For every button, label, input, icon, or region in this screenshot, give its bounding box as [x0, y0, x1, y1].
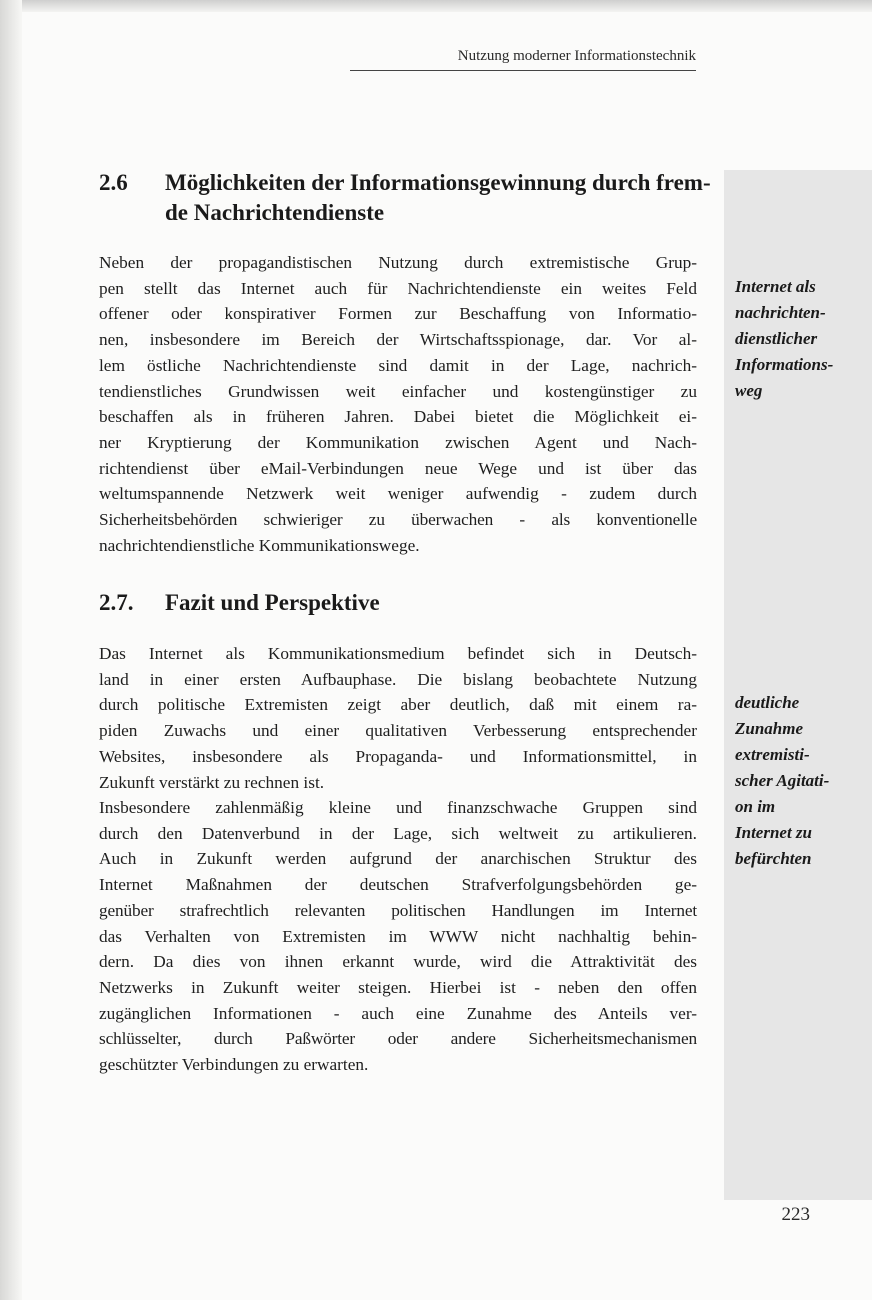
section-number: 2.6: [99, 170, 128, 195]
margin-note-line: extremisti-: [735, 745, 810, 764]
section-title-line: de Nachrichtendienste: [165, 200, 385, 225]
text-line: richtendienst über eMail-Verbindungen neue Wege und ist über das: [99, 458, 697, 478]
margin-note-line: on im: [735, 797, 776, 816]
section-heading-2-6: [99, 168, 719, 228]
margin-note-line: befürchten: [735, 849, 812, 868]
text-line: zugänglichen Informationen - auch eine Zunahme des Anteils ver-: [99, 1003, 697, 1023]
text-line: Neben der propagandistischen Nutzung durch extremistische Grup-: [99, 253, 697, 272]
text-line: Websites, insbesondere als Propaganda- und Informationsmittel, in: [99, 746, 697, 766]
margin-note-line: weg: [735, 381, 763, 400]
margin-note-line: Internet als: [735, 277, 816, 296]
text-line: lem östliche Nachrichtendienste sind damit in der Lage, nachrich-: [99, 355, 697, 375]
margin-note-line: nachrichten-: [735, 303, 826, 322]
text-line: nachrichtendienstliche Kommunikationswege.: [99, 535, 420, 555]
text-line: Netzwerks in Zukunft weiter steigen. Hierbei ist - neben den offen: [99, 977, 697, 997]
header-rule: [350, 70, 696, 71]
text-line: Insbesondere zahlenmäßig kleine und finanzschwache Gruppen sind: [99, 798, 697, 817]
text-line: tendienstliches Grundwissen weit einfacher und kostengünstiger zu: [99, 381, 697, 401]
section-2-6-paragraph: [99, 250, 697, 558]
text-line: genüber strafrechtlich relevanten politischen Handlungen im Internet: [99, 900, 697, 920]
text-line: ner Kryptierung der Kommunikation zwischen Agent und Nach-: [99, 432, 697, 452]
margin-note-line: scher Agitati-: [735, 771, 830, 790]
text-line: Internet Maßnahmen der deutschen Strafverfolgungsbehörden ge-: [99, 875, 697, 895]
text-line: weltumspannende Netzwerk weit weniger aufwendig - zudem durch: [99, 484, 697, 504]
text-line: durch politische Extremisten zeigt aber deutlich, daß mit einem ra-: [99, 695, 697, 715]
text-line: beschaffen als in früheren Jahren. Dabei bietet die Möglichkeit ei-: [99, 407, 697, 427]
page-top-shadow: [0, 0, 872, 12]
running-header: Nutzung moderner Informationstechnik: [457, 48, 696, 64]
margin-note-line: dienstlicher: [735, 329, 818, 348]
text-line: Sicherheitsbehörden schwieriger zu überwachen - als konventionelle: [99, 510, 697, 530]
text-line: piden Zuwachs und einer qualitativen Verbesserung entsprechender: [99, 721, 697, 741]
margin-note-line: Internet zu: [735, 823, 812, 842]
section-2-7-paragraph-1: [99, 641, 697, 795]
text-line: land in einer ersten Aufbauphase. Die bislang beobachtete Nutzung: [99, 669, 697, 689]
section-title-line: Fazit und Perspektive: [165, 590, 380, 615]
section-2-7-paragraph-2: [99, 795, 697, 1078]
text-line: geschützter Verbindungen zu erwarten.: [99, 1055, 369, 1075]
text-line: offener oder konspirativer Formen zur Beschaffung von Informatio-: [99, 304, 697, 324]
margin-note-line: deutliche: [735, 693, 800, 712]
section-title-line: Möglichkeiten der Informationsgewinnung durch frem-: [165, 170, 711, 195]
text-line: Auch in Zukunft werden aufgrund der anarchischen Struktur des: [99, 849, 697, 869]
text-line: Zukunft verstärkt zu rechnen ist.: [99, 772, 325, 792]
section-heading-2-7: [99, 588, 719, 618]
margin-note-line: Zunahme: [735, 719, 804, 738]
text-line: dern. Da dies von ihnen erkannt wurde, wird die Attraktivität des: [99, 952, 697, 972]
text-line: nen, insbesondere im Bereich der Wirtschaftsspionage, dar. Vor al-: [99, 330, 697, 350]
margin-note-2: [735, 690, 867, 872]
margin-note-line: Informations-: [735, 355, 834, 374]
text-line: das Verhalten von Extremisten im WWW nicht nachhaltig behin-: [99, 926, 697, 946]
text-line: pen stellt das Internet auch für Nachrichtendienste ein weites Feld: [99, 278, 697, 298]
text-line: durch den Datenverbund in der Lage, sich weltweit zu artikulieren.: [99, 823, 697, 843]
text-line: schlüsselter, durch Paßwörter oder andere Sicherheitsmechanismen: [99, 1029, 697, 1049]
page-number: 223: [781, 1204, 810, 1225]
section-number: 2.7.: [99, 590, 134, 615]
page-binding-shadow: [0, 0, 22, 1300]
margin-note-1: [735, 274, 867, 404]
text-line: Das Internet als Kommunikationsmedium befindet sich in Deutsch-: [99, 644, 697, 663]
